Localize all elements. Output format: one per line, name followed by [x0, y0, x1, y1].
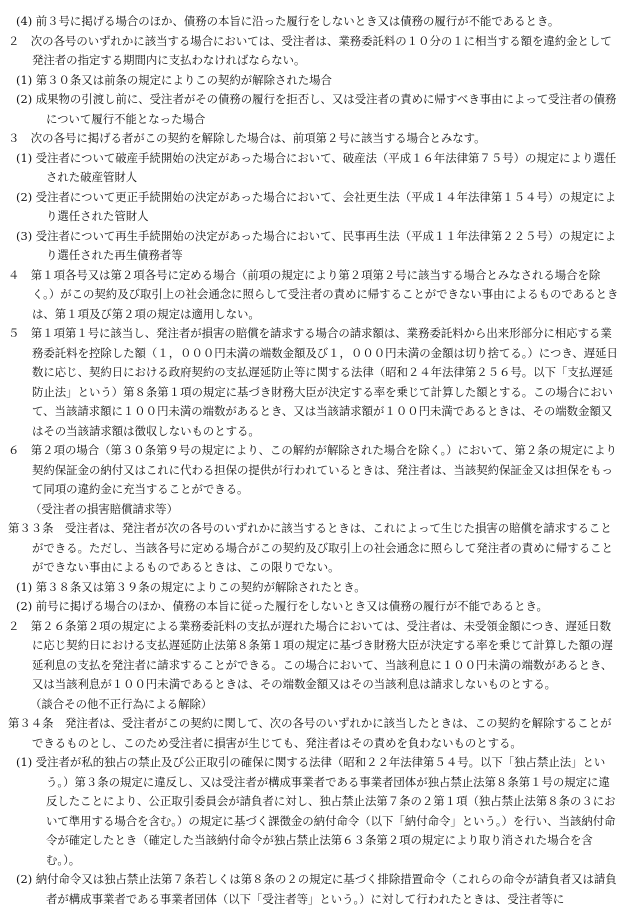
paragraph: (1) 第３８条又は第３９条の規定によりこの契約が解除されたとき。: [16, 579, 366, 594]
article-34: 第３４条 発注者は、受注者がこの契約に関して、次の各号のいずれかに該当したときは、この契約を解除することができるものとし、このため受注者に損害が生じても、発注者はその責めを負わないものとする。: [8, 716, 612, 750]
article-33: 第３３条 受注者は、発注者が次の各号のいずれかに該当するときは、これによって生じた損害の賠償を請求することができる。ただし、当該各号に定める場合がこの契約及び取引上の社会通念に照らして発注者の責めに帰することができない事由によるものであるときは、この限りでない。: [8, 521, 613, 574]
paragraph: (2) 成果物の引渡し前に、受注者がその債務の履行を拒否し、又は受注者の責めに帰すべき事由によって受注者の債務について履行不能となった場合: [16, 92, 617, 126]
paragraph: ２ 次の各号のいずれかに該当する場合においては、受注者は、業務委託料の１０分の１に相当する額を違約金として発注者の指定する期間内に支払わなければならない。: [8, 33, 612, 67]
paragraph: ３ 次の各号に掲げる者がこの契約を解除した場合は、前項第２号に該当する場合とみなす。: [8, 131, 486, 145]
paragraph: (2) 受注者について更正手続開始の決定があった場合において、会社更生法（平成１４年法律第１５４号）の規定により選任された管財人: [16, 189, 617, 223]
paragraph: (1) 受注者について破産手続開始の決定があった場合において、破産法（平成１６年法律第７５号）の規定により選任された破産管財人: [16, 150, 617, 184]
section-caption: （談合その他不正行為による解除）: [30, 696, 213, 711]
paragraph: ４ 第１項各号又は第２項各号に定める場合（前項の規定により第２項第２号に該当する場合とみなされる場合を除く。）がこの契約及び取引上の社会通念に照らして受注者の責めに帰することができない事由によるものであるときは、第１項及び第２項の規定は適用しない。: [8, 267, 619, 321]
paragraph: (2) 納付命令又は独占禁止法第７条若しくは第８条の２の規定に基づく排除措置命令（これらの命令が請負者又は請負者が構成事業者である事業者団体（以下「受注者等」という。）に対して行われたときは、受注者等に: [16, 872, 617, 906]
paragraph: (3) 受注者について再生手続開始の決定があった場合において、民事再生法（平成１１年法律第２２５号）の規定により選任された再生債務者等: [16, 228, 617, 262]
paragraph: ６ 第２項の場合（第３０条第９号の規定により、この解約が解除された場合を除く。）において、第２条の規定により契約保証金の納付又はこれに代わる担保の提供が行われているときは、発注者は、当該契約保証金又は担保をもって同項の違約金に充当することができる。: [8, 443, 617, 496]
paragraph: (2) 前号に掲げる場合のほか、債務の本旨に従った履行をしないとき又は債務の履行が不能であるとき。: [16, 599, 548, 613]
paragraph: (4) 前３号に掲げる場合のほか、債務の本旨に沿った履行をしないとき又は債務の履行が不能であるとき。: [16, 14, 560, 28]
paragraph: ５ 第１項第１号に該当し、発注者が損害の賠償を請求する場合の請求額は、業務委託料から出来形部分に相応する業務委託料を控除した額（１，０００円未満の端数金額及び１，０００円未満の金額は切り捨てる。）につき、遅延日数に応じ、契約日における政府契約の支払遅延防止等に関する法律（昭和２４年法律第２５６号。以下「支払遅延防止法」という）第８条第１項の規定に基づき財務大臣が決定する率を乗じて計算した額とする。この場合において、当該請求額に１００円未満の端数があるとき、又は当該請求額が１００円未満であるときは、その端数金額又はその当該請求額は徴収しないものとする。: [8, 326, 618, 438]
section-caption: （受注者の損害賠償請求等）: [30, 501, 179, 516]
paragraph: (1) 受注者が私的独占の禁止及び公正取引の確保に関する法律（昭和２２年法律第５４号。以下「独占禁止法」という。）第３条の規定に違反し、又は受注者が構成事業者である事業者団体が独占禁止法第８条第１号の規定に違反したことにより、公正取引委員会が請負者に対し、独占禁止法第７条の２第１項（独占禁止法第８条の３において準用する場合を含む。）の規定に基づく課徴金の納付命令（以下「納付命令」という。）を行い、当該納付命令が確定したとき（確定した当該納付命令が独占禁止法第６３条第２項の規定により取り消された場合を含む。）。: [16, 755, 616, 867]
paragraph: (1) 第３０条又は前条の規定によりこの契約が解除された場合: [16, 72, 332, 87]
paragraph: ２ 第２６条第２項の規定による業務委託料の支払が遅れた場合においては、受注者は、未受領金額につき、遅延日数に応じ契約日における支払遅延防止法第８条第１項の規定に基づき財務大臣が決定する率を乗じて計算した額の遅延利息の支払を発注者に請求することができる。この場合において、当該利息に１００円未満の端数があるとき、又は当該利息が１００円未満であるときは、その端数金額又はその当該利息は請求しないものとする。: [8, 618, 613, 691]
document-page: [8, 12, 620, 909]
